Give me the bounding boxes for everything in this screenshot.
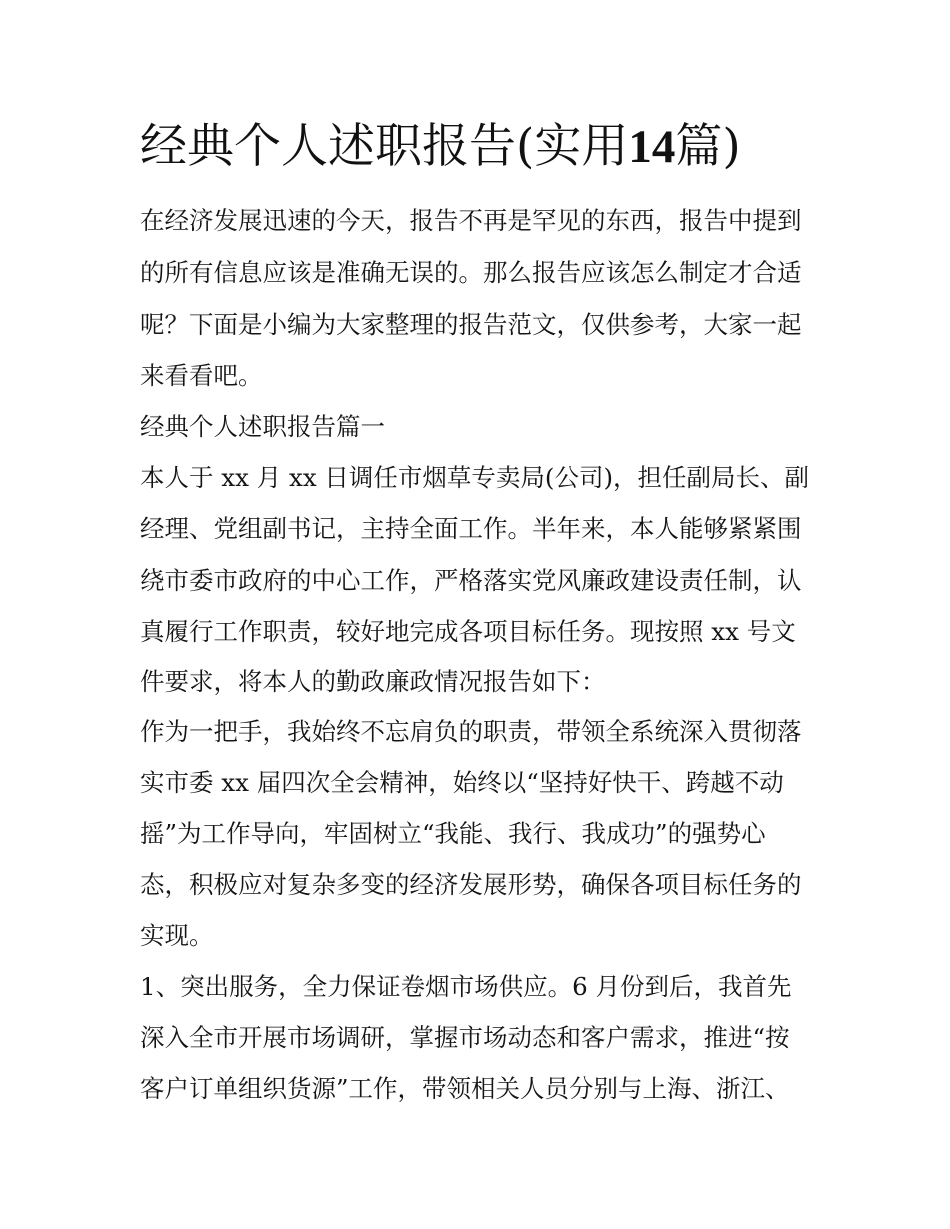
intro-line-4: 来看看吧。 — [140, 361, 263, 390]
title-suffix: 篇) — [675, 119, 741, 174]
body-line: 摇”为工作导向，牢固树立“我能、我行、我成功”的强势心 — [140, 819, 766, 848]
body-line: 实市委 xx 届四次全会精神，始终以“坚持好快干、跨越不动 — [140, 768, 784, 797]
body-line: 经理、党组副书记，主持全面工作。半年来，本人能够紧紧围 — [140, 514, 802, 543]
intro-line-2: 的所有信息应该是准确无误的。那么报告应该怎么制定才合适 — [140, 258, 802, 287]
section-heading: 经典个人述职报告篇一 — [140, 412, 385, 441]
intro-line-3: 呢？下面是小编为大家整理的报告范文，仅供参考，大家一起 — [140, 310, 802, 339]
title-prefix: 经典个人述职报告(实用 — [140, 119, 629, 174]
document-title — [140, 112, 741, 182]
body-line: 深入全市开展市场调研，掌握市场动态和客户需求，推进“按 — [140, 1023, 790, 1052]
body-line: 1、突出服务，全力保证卷烟市场供应。6 月份到后，我首先 — [140, 972, 792, 1001]
body-line: 本人于 xx 月 xx 日调任市烟草专卖局(公司)，担任副局长、副 — [140, 463, 810, 492]
body-line: 绕市委市政府的中心工作，严格落实党风廉政建设责任制，认 — [140, 566, 802, 595]
intro-line-1: 在经济发展迅速的今天，报告不再是罕见的东西，报告中提到 — [140, 206, 802, 235]
body-line: 作为一把手，我始终不忘肩负的职责，带领全系统深入贯彻落 — [140, 717, 802, 746]
body-line: 实现。 — [140, 921, 214, 950]
body-line: 客户订单组织货源”工作，带领相关人员分别与上海、浙江、 — [140, 1074, 790, 1103]
body-line: 态，积极应对复杂多变的经济发展形势，确保各项目标任务的 — [140, 870, 802, 899]
title-number: 14 — [628, 121, 676, 173]
body-line: 真履行工作职责，较好地完成各项目标任务。现按照 xx 号文 — [140, 617, 796, 646]
body-line: 件要求，将本人的勤政廉政情况报告如下： — [140, 667, 606, 696]
